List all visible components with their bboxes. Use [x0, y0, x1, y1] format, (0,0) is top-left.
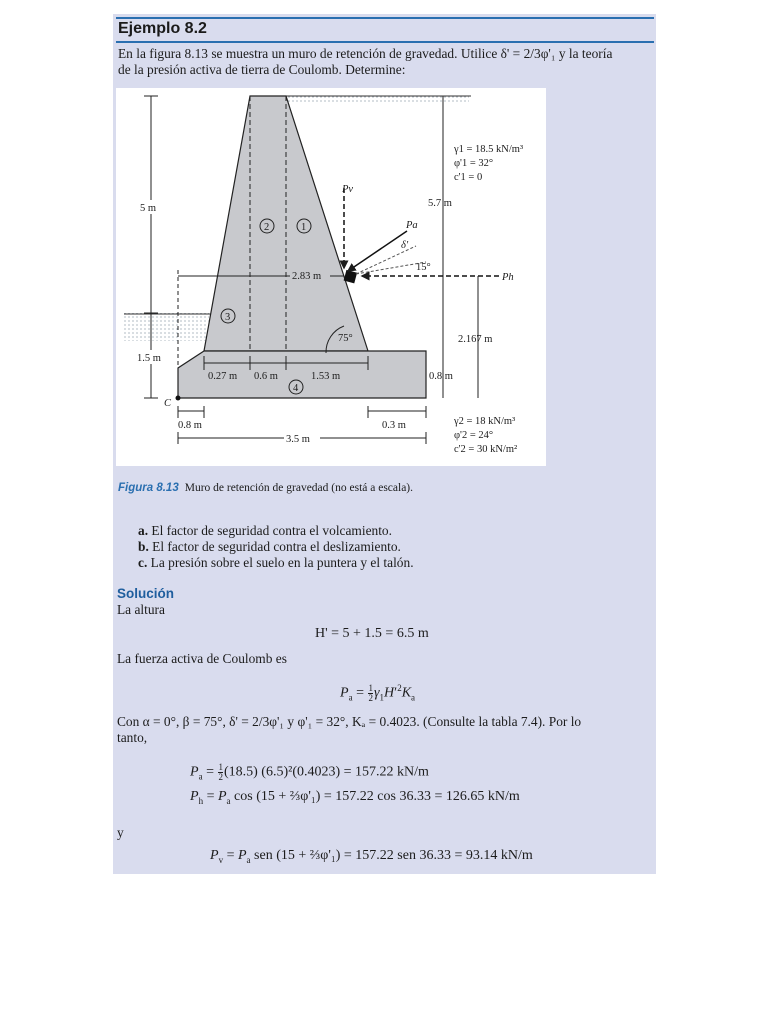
caption-text: Muro de retención de gravedad (no está a escala). [184, 482, 414, 494]
delta-angle-label: δ' [401, 240, 409, 251]
height-text: La altura [117, 602, 165, 617]
con-line-2: tanto, [117, 730, 148, 745]
soil1-gamma: γ1 = 18.5 kN/m³ [454, 144, 524, 155]
dim-0-8m-left: 0.8 m [178, 420, 202, 431]
title-rule [116, 41, 654, 43]
region-1-label: 1 [301, 222, 307, 233]
list-item: c. La presión sobre el suelo en la puntera y el talón. [138, 555, 414, 570]
region-2-label: 2 [264, 222, 270, 233]
figure-caption [118, 482, 413, 494]
equation-pa-value: $P_a$ = $\frac{1}{2}$ (18.5) (6.5)²(0.4023) = 157.22 kN/m [190, 762, 429, 782]
soil1-phi: φ'1 = 32° [454, 158, 494, 169]
region-4-label: 4 [293, 383, 299, 394]
dim-2-167m: 2.167 m [458, 334, 493, 345]
angle-15-label: 15° [416, 262, 431, 273]
figure-8-13 [116, 88, 546, 466]
soil1-c: c'1 = 0 [454, 172, 483, 183]
question-list [138, 523, 414, 571]
soil2-c: c'2 = 30 kN/m² [454, 444, 518, 455]
force-pa-label: Pa [406, 220, 418, 231]
equation-ph: $P_h = P_a$ cos (15 + ⅔φ'₁) = 157.22 cos 36.33 = 126.65 kN/m [190, 789, 520, 806]
equation-height: H' = 5 + 1.5 = 6.5 m [315, 626, 429, 641]
dim-0-8m-right: 0.8 m [429, 371, 453, 382]
dim-5m: 5 m [140, 203, 157, 214]
intro-line-2: de la presión activa de tierra de Coulomb. Determine: [118, 62, 406, 77]
intro-paragraph [118, 46, 658, 78]
front-soil [124, 313, 209, 341]
y-word: y [117, 825, 124, 840]
equation-pa-formula: $P_a$ = $\frac{1}{2}$ $\gamma_1H'^2K_a$ [340, 682, 416, 703]
dim-1-53m: 1.53 m [311, 371, 341, 382]
intro-line-1: En la figura 8.13 se muestra un muro de retención de gravedad. Utilice δ' = 2/3φ'₁ y la teoría [118, 46, 613, 61]
dim-3-5m: 3.5 m [286, 434, 310, 445]
list-item: b. El factor de seguridad contra el deslizamiento. [138, 539, 401, 554]
angle-75-label: 75° [338, 333, 353, 344]
dim-1-5m: 1.5 m [137, 353, 161, 364]
dim-5-7m: 5.7 m [428, 198, 452, 209]
soil2-gamma: γ2 = 18 kN/m³ [454, 416, 516, 427]
caption-label: Figura 8.13 [118, 482, 179, 494]
point-c-label: C [164, 398, 172, 409]
con-paragraph [117, 714, 657, 746]
solution-heading: Solución [117, 586, 174, 601]
force-ph-label: Ph [502, 272, 514, 283]
dim-0-6m: 0.6 m [254, 371, 278, 382]
coulomb-text: La fuerza activa de Coulomb es [117, 651, 287, 666]
region-3-label: 3 [225, 312, 231, 323]
example-title: Ejemplo 8.2 [118, 20, 207, 37]
dim-0-27m: 0.27 m [208, 371, 238, 382]
soil2-phi: φ'2 = 24° [454, 430, 494, 441]
top-rule [116, 17, 654, 19]
force-pv-label: Pv [342, 184, 354, 195]
dim-0-3m: 0.3 m [382, 420, 406, 431]
equation-pv: $P_v = P_a$ sen (15 + ⅔φ'₁) = 157.22 sen 36.33 = 93.14 kN/m [210, 848, 533, 865]
dim-2-83m: 2.83 m [292, 271, 322, 282]
con-line-1: Con α = 0°, β = 75°, δ' = 2/3φ'₁ y φ'₁ = 32°, Kₐ = 0.4023. (Consulte la tabla 7.4). Por lo [117, 714, 582, 729]
list-item: a. El factor de seguridad contra el volcamiento. [138, 523, 392, 538]
